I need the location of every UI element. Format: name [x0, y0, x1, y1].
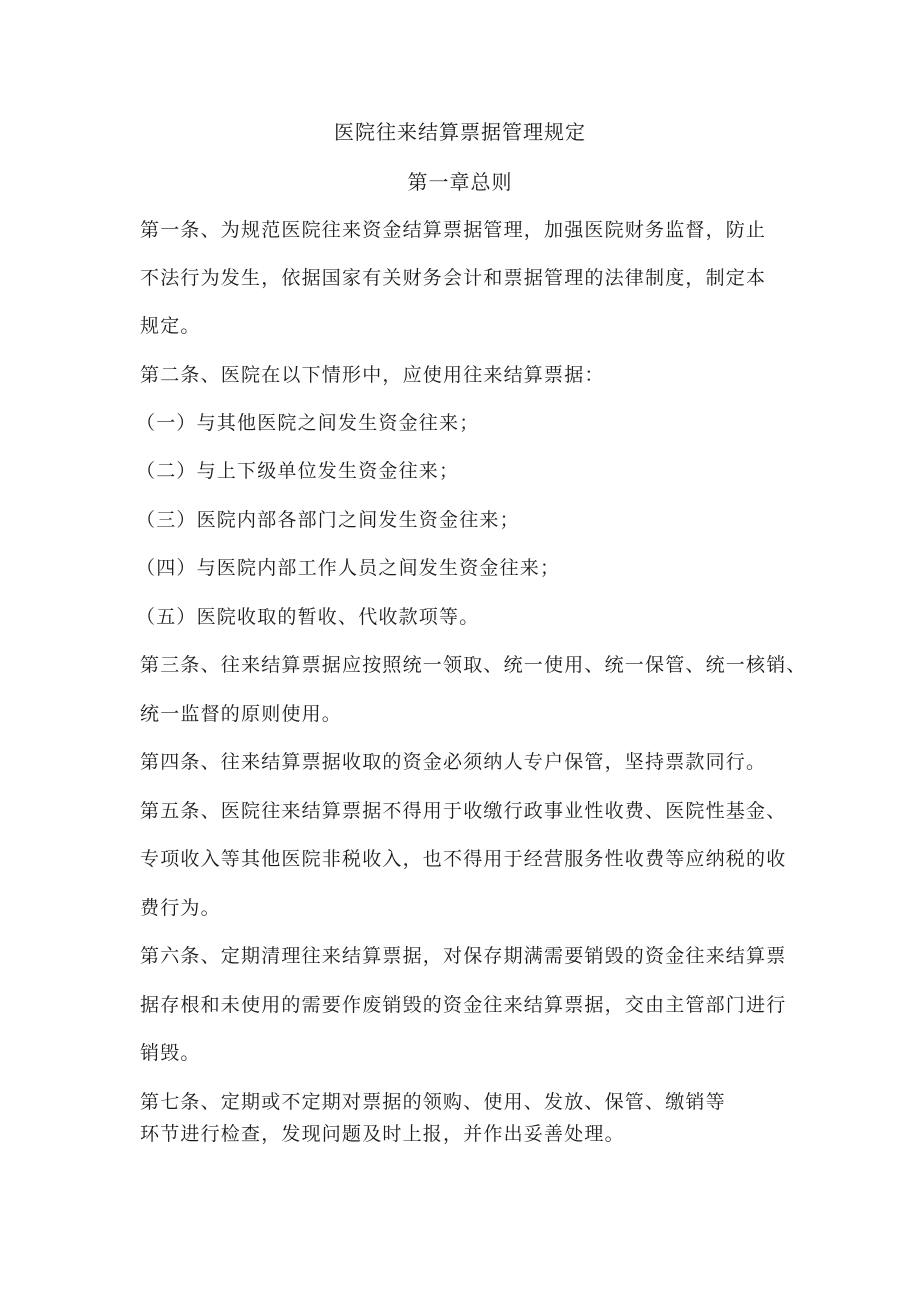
article-4-line-1: 第四条、往来结算票据收取的资金必须纳人专户保管，坚持票款同行。 — [140, 751, 767, 773]
article-7-line-2: 环节进行检查，发现问题及时上报，并作出妥善处理。 — [140, 1123, 625, 1145]
article-2-item-5: （五）医院收取的暂收、代收款项等。 — [136, 606, 480, 628]
article-6-line-1: 第六条、定期清理往来结算票据，对保存期满需要销毁的资金往来结算票 — [140, 945, 787, 967]
article-2-item-1: （一）与其他医院之间发生资金往来； — [136, 412, 480, 434]
article-2-item-2: （二）与上下级单位发生资金往来； — [136, 460, 460, 482]
article-1-line-2: 不法行为发生，依据国家有关财务会计和票据管理的法律制度，制定本 — [140, 267, 767, 289]
article-5-line-3: 费行为。 — [140, 897, 221, 919]
article-1-line-1: 第一条、为规范医院往来资金结算票据管理，加强医院财务监督，防止 — [140, 219, 767, 241]
chapter-heading: 第一章总则 — [407, 170, 513, 194]
article-5-line-1: 第五条、医院往来结算票据不得用于收缴行政事业性收费、医院性基金、 — [140, 800, 787, 822]
article-5-line-2: 专项收入等其他医院非税收入，也不得用于经营服务性收费等应纳税的收 — [140, 848, 787, 870]
article-6-line-2: 据存根和未使用的需要作废销毁的资金往来结算票据，交由主管部门进行 — [140, 994, 787, 1016]
document-title: 医院往来结算票据管理规定 — [334, 120, 586, 144]
article-1-line-3: 规定。 — [140, 315, 201, 337]
article-2-line-1: 第二条、医院在以下情形中，应使用往来结算票据： — [140, 364, 605, 386]
article-2-item-4: （四）与医院内部工作人员之间发生资金往来； — [136, 557, 561, 579]
article-7-line-1: 第七条、定期或不定期对票据的领购、使用、发放、保管、缴销等 — [140, 1091, 726, 1113]
article-2-item-3: （三）医院内部各部门之间发生资金往来； — [136, 509, 520, 531]
article-3-line-1: 第三条、往来结算票据应按照统一领取、统一使用、统一保管、统一核销、 — [140, 654, 807, 676]
article-6-line-3: 销毁。 — [140, 1042, 201, 1064]
article-3-line-2: 统一监督的原则使用。 — [140, 703, 343, 725]
